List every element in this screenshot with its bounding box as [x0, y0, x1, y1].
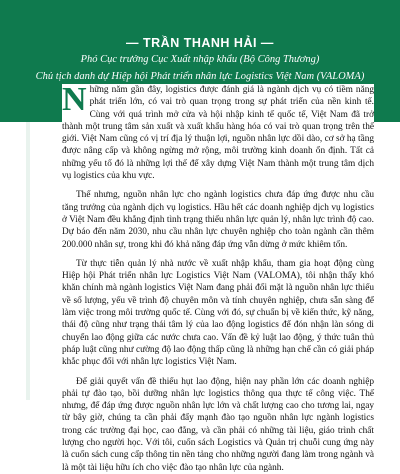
author-name: — TRẦN THANH HẢI — — [126, 36, 274, 50]
paragraph-3: Từ thực tiễn quản lý nhà nước về xuất nhập khẩu, tham gia hoạt động cùng Hiệp hội Phát triển nhân lực Logistics Việt Nam (VALOMA), tôi nhận thấy khó khăn chính mà ngành logistics Việt Nam đang phải đối mặt là nguồn nhân lực thiếu về số lượng, yếu về trình độ chuyên môn và tính chuyên nghiệp, chưa sẵn sàng để làm việc trong môi trường quốc tế. Cùng với đó, sự chuẩn bị về kiến thức, kỹ năng, thái độ cũng như trạng thái tâm lý của lao động logistics để đón nhận làn sóng di chuyển lao động giữa các nước chưa cao. Vấn đề kỷ luật lao động, ý thức tuân thủ pháp luật cũng như cường độ lao động thấp cũng là những hạn chế cần có giải pháp khắc phục đối với nhân lực logistics Việt Nam. — [62, 258, 374, 368]
paragraph-4: Để giải quyết vấn đề thiếu hụt lao động, hiện nay phần lớn các doanh nghiệp phải tự đào tạo, bồi dưỡng nhân lực logistics thông qua thực tế công việc. Thế nhưng, để đáp ứng được nguồn nhân lực lớn và chất lượng cao cho tương lai, ngay từ bây giờ, chúng ta cần phải đẩy mạnh đào tạo nguồn nhân lực ngành logistics trong các trường đại học, cao đẳng, và cần phải có những tài liệu, giáo trình chất lượng cho người học. Với tôi, cuốn sách Logistics và Quản trị chuỗi cung ứng này là cuốn sách cung cấp thông tin nền tảng cho những người đang làm trong ngành và là một tài liệu hữu ích cho việc đào tạo nhân lực của ngành. — [62, 376, 374, 473]
header-band-top — [0, 0, 400, 34]
drop-cap: N — [62, 81, 87, 118]
author-role-line1: Phó Cục trưởng Cục Xuất nhập khẩu (Bộ Công Thương) — [80, 54, 320, 65]
author-role-line2: Chủ tịch danh dự Hiệp hội Phát triển nhân lực Logistics Việt Nam (VALOMA) — [35, 71, 365, 82]
margin-rule — [26, 122, 30, 400]
paragraph-1-text: hững năm gần đây, logistics được đánh giá là ngành dịch vụ có tiềm năng phát triển lớn, có vai trò quan trọng trong sự phát triển của nền kinh tế. Cùng với quá trình mở cửa và hội nhập kinh tế quốc tế, Việt Nam đã trở thành một trung tâm sản xuất và xuất khẩu hàng hóa có vai trò quan trọng trên thế giới. Việt Nam cũng có vị trí địa lý thuận lợi, nguồn nhân lực dồi dào, cơ sở hạ tầng được nâng cấp và không ngừng mở rộng, môi trường kinh doanh ổn định. Tất cả những yếu tố đó là những lợi thế để xây dựng Việt Nam thành một trung tâm dịch vụ logistics của khu vực. — [62, 85, 374, 182]
article-body — [62, 81, 374, 473]
paragraph-1 — [62, 81, 374, 182]
paragraph-2: Thế nhưng, nguồn nhân lực cho ngành logistics chưa đáp ứng được nhu cầu tăng trưởng của ngành dịch vụ logistics. Hầu hết các doanh nghiệp dịch vụ logistics ở Việt Nam đều khẳng định tình trạng thiếu nhân lực quản lý, nhân lực trình độ cao. Dự báo đến năm 2030, nhu cầu nhân lực chuyên nghiệp cho toàn ngành cần thêm 200.000 nhân sự, trong khi đó khả năng đáp ứng vẫn dừng ở mức khiêm tốn. — [62, 190, 374, 250]
